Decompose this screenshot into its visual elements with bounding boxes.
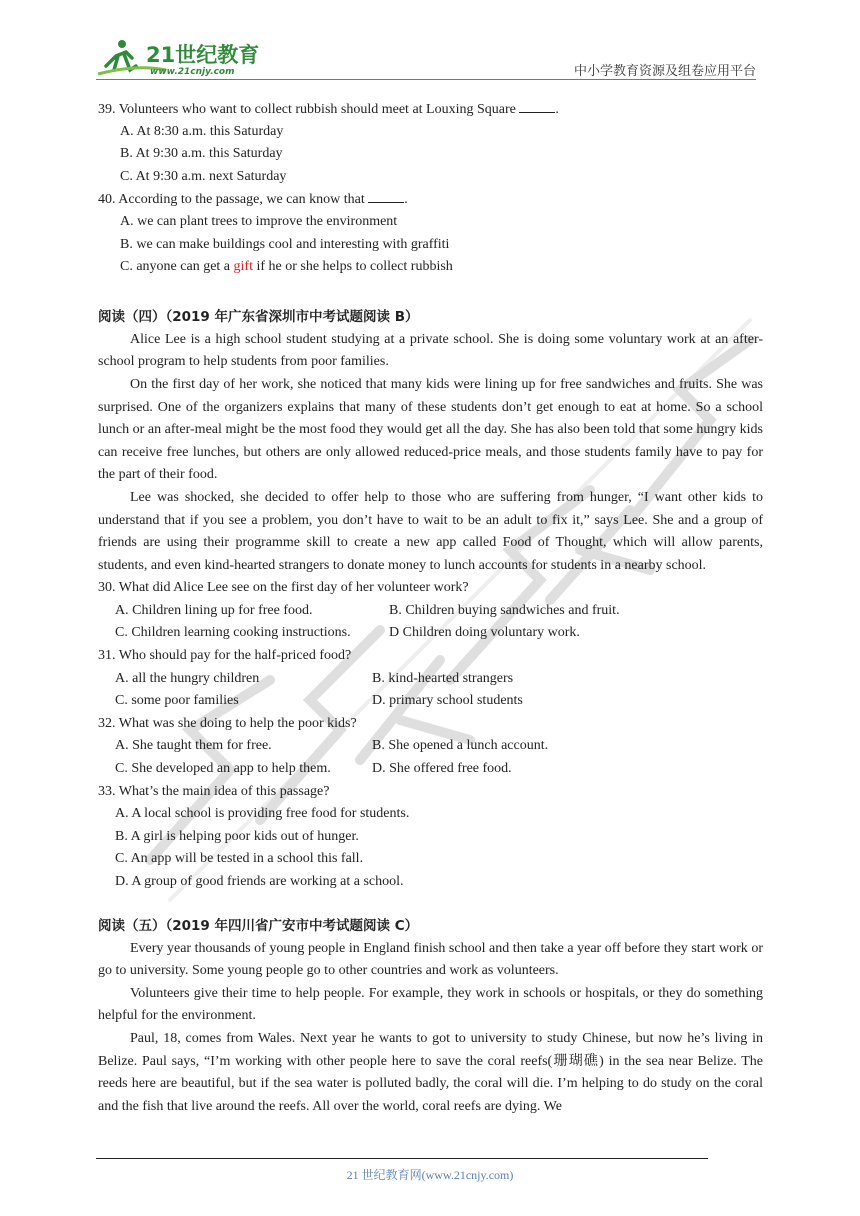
- question-31: 31. Who should pay for the half-priced food?: [98, 648, 352, 664]
- document-body: [98, 98, 763, 1118]
- question-30: 30. What did Alice Lee see on the first day of her volunteer work?: [98, 580, 469, 596]
- question-stem: 40. According to the passage, we can know that: [98, 192, 365, 208]
- option-a: A. A local school is providing free food for students.: [115, 806, 410, 822]
- option-row: [98, 758, 763, 781]
- question-33: 33. What’s the main idea of this passage?: [98, 783, 330, 799]
- option-d: D. A group of good friends are working at a school.: [115, 874, 404, 889]
- option-b: B. She opened a lunch account.: [372, 738, 549, 754]
- answer-blank: [368, 188, 404, 203]
- header-platform-name: 中小学教育资源及组卷应用平台: [573, 64, 756, 79]
- header-divider: [96, 79, 756, 80]
- highlighted-word: gift: [233, 259, 253, 275]
- svg-text:21世纪教育: 21世纪教育: [146, 43, 260, 67]
- footer-divider: [96, 1158, 708, 1159]
- option-a: A. we can plant trees to improve the environment: [120, 213, 398, 229]
- option-a: A. At 8:30 a.m. this Saturday: [120, 123, 284, 139]
- option-b: B. kind-hearted strangers: [372, 670, 514, 686]
- option-d: D Children doing voluntary work.: [389, 625, 580, 641]
- passage-paragraph: Lee was shocked, she decided to offer help to those who are suffering from hunger, “I want other kids to understand that if you see a problem, you don’t have to wait to be an adult to fix it,” says Lee. She and a group of friends are using their programme skill to create a new app called Food of Thought, which will allow parents, students, and even kind-hearted strangers to donate money to lunch accounts for students in a nearby school.: [98, 489, 763, 573]
- option-c: C. An app will be tested in a school this fall.: [115, 851, 364, 867]
- site-logo: [96, 36, 266, 78]
- passage-paragraph: Every year thousands of young people in England finish school and then take a year off before they start work or go to university. Some young people go to other countries and work as volunteers.: [98, 940, 763, 979]
- passage-paragraph: Volunteers give their time to help people. For example, they work in schools or hospitals, or they do something helpful for the environment.: [98, 985, 763, 1024]
- option-c: C. She developed an app to help them.: [115, 761, 331, 777]
- option-a: A. She taught them for free.: [115, 738, 272, 754]
- svg-text:www.21cnjy.com: www.21cnjy.com: [150, 67, 235, 77]
- option-a: A. Children lining up for free food.: [115, 602, 313, 618]
- section-title-reading-4: 阅读（四）（2019 年广东省深圳市中考试题阅读 B）: [98, 308, 419, 325]
- option-b: B. we can make buildings cool and interesting with graffiti: [120, 236, 450, 252]
- option-row: [98, 735, 763, 758]
- footer-source: 21 世纪教育网(www.21cnjy.com): [346, 1168, 514, 1182]
- question-39: 39. Volunteers who want to collect rubbish should meet at Louxing Square .: [98, 98, 763, 121]
- answer-blank: [519, 98, 555, 113]
- option-b: B. At 9:30 a.m. this Saturday: [120, 146, 283, 162]
- question-40: 40. According to the passage, we can know that .: [98, 188, 763, 211]
- passage-paragraph: On the first day of her work, she noticed that many kids were lining up for free sandwiches and fruits. She was surprised. One of the organizers explains that many of these students don’t get enough to eat at home. So a school lunch or an after-meal might be the most food they would get all the day. She has also been told that some hungry kids can receive free lunches, but others are only allowed reduced-price meals, and those students family have to pay for the part of their food.: [98, 376, 763, 483]
- option-row: [98, 690, 763, 713]
- option-c: C. some poor families: [115, 693, 239, 709]
- passage-paragraph: Alice Lee is a high school student studying at a private school. She is doing some voluntary work at an after-school program to help students from poor families.: [98, 331, 763, 370]
- passage-paragraph: Paul, 18, comes from Wales. Next year he wants to got to university to study Chinese, but now he’s living in Belize. Paul says, “I’m working with other people here to save the coral reefs(珊瑚礁) in the sea near Belize. The reeds here are beautiful, but if the sea water is polluted badly, the coral will die. I’m helping to do study on the coral and the fish that live around the reefs. All over the world, coral reefs are dying. We: [98, 1030, 763, 1114]
- option-b: B. A girl is helping poor kids out of hunger.: [115, 828, 359, 844]
- section-title-reading-5: 阅读（五）（2019 年四川省广安市中考试题阅读 C）: [98, 917, 419, 934]
- option-c: C. anyone can get a gift if he or she helps to collect rubbish: [120, 259, 453, 275]
- option-row: [98, 622, 763, 645]
- option-a: A. all the hungry children: [115, 670, 260, 686]
- question-32: 32. What was she doing to help the poor kids?: [98, 715, 357, 731]
- option-d: D. She offered free food.: [372, 761, 512, 777]
- option-c: C. Children learning cooking instructions.: [115, 625, 351, 641]
- option-d: D. primary school students: [372, 693, 523, 709]
- option-b: B. Children buying sandwiches and fruit.: [389, 602, 620, 618]
- question-stem: 39. Volunteers who want to collect rubbish should meet at Louxing Square: [98, 102, 516, 117]
- option-row: [98, 668, 763, 691]
- option-row: [98, 600, 763, 623]
- option-c: C. At 9:30 a.m. next Saturday: [120, 168, 287, 184]
